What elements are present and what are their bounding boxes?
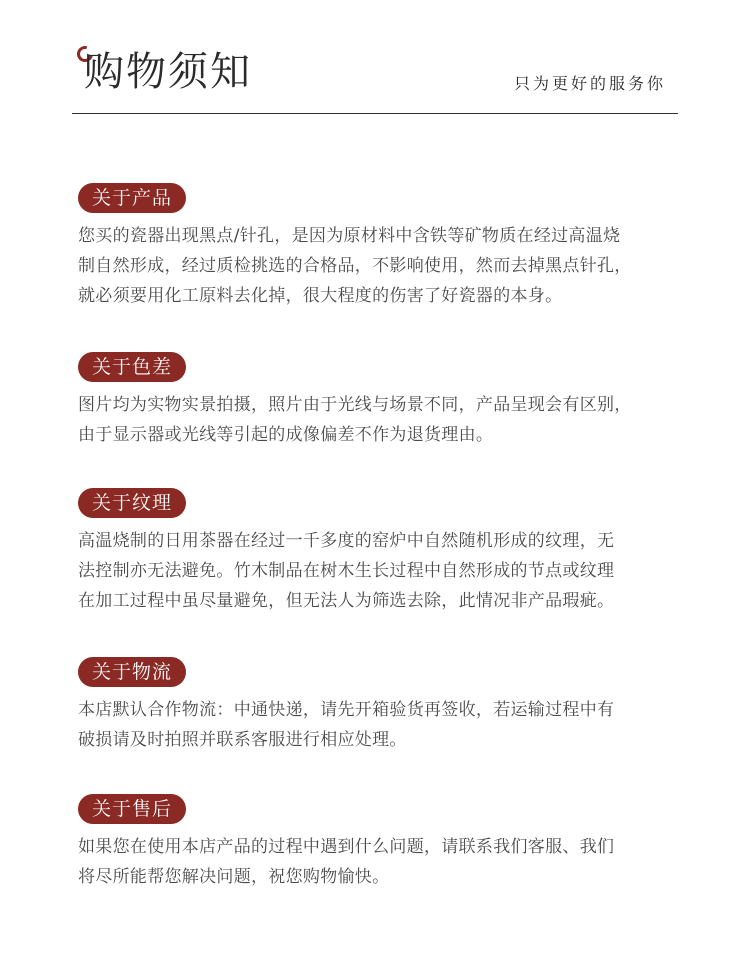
section-text: 您买的瓷器出现黑点/针孔，是因为原材料中含铁等矿物质在经过高温烧 制自然形成，经过质检挑选的合格品，不影响使用，然而去掉黑点针孔， 就必须要用化工原料去化掉，很大程度的伤害了好瓷器的本身。 (78, 226, 632, 306)
section-text: 图片均为实物实景拍摄，照片由于光线与场景不同，产品呈现会有区别， 由于显示器或光线等引起的成像偏差不作为退货理由。 (78, 395, 632, 445)
section-text: 本店默认合作物流：中通快递，请先开箱验货再签收，若运输过程中有 破损请及时拍照并联系客服进行相应处理。 (78, 700, 615, 750)
page-subtitle: 只为更好的服务你 (513, 74, 666, 93)
section-heading: 关于纹理 (78, 488, 186, 518)
section-color-difference (78, 352, 678, 450)
section-text: 高温烧制的日用茶器在经过一千多度的窑炉中自然随机形成的纹理，无 法控制亦无法避免。竹木制品在树木生长过程中自然形成的节点或纹理 在加工过程中虽尽量避免，但无法人为筛选去除，此情况非产品瑕疵。 (78, 531, 615, 611)
section-heading: 关于产品 (78, 183, 186, 213)
section-heading: 关于售后 (78, 794, 186, 824)
page-header (0, 0, 750, 120)
section-logistics (78, 657, 678, 755)
section-heading: 关于色差 (78, 352, 186, 382)
section-after-sales (78, 794, 678, 892)
section-text: 如果您在使用本店产品的过程中遇到什么问题，请联系我们客服、我们 将尽所能帮您解决问题，祝您购物愉快。 (78, 837, 615, 887)
page-title: 购物须知 (84, 49, 252, 95)
header-divider (72, 113, 678, 114)
section-texture (78, 488, 678, 616)
section-product (78, 183, 678, 311)
section-heading: 关于物流 (78, 657, 186, 687)
